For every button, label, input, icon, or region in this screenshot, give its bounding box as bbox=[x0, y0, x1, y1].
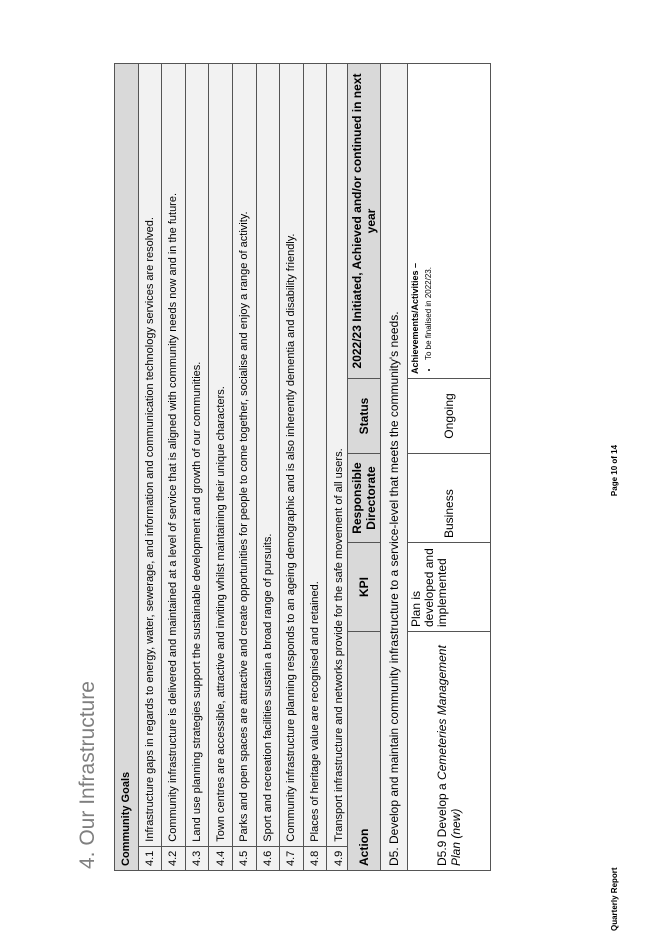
goal-text: Places of heritage value are recognised and retained. bbox=[303, 64, 327, 847]
goal-text: Community infrastructure is delivered and maintained at a level of service that is aligned with community needs now and in the future. bbox=[162, 64, 186, 847]
actions-header-row bbox=[348, 64, 381, 871]
goal-text: Parks and open spaces are attractive and create opportunities for people to come together, socialise and enjoy a range of activity. bbox=[232, 64, 256, 847]
achievement-item: • To be finalised in 2022/23. bbox=[424, 68, 433, 360]
action-cell bbox=[408, 632, 491, 871]
goal-text: Community infrastructure planning responds to an ageing demographic and is also inherently dementia and disability friendly. bbox=[280, 64, 304, 847]
achievements-title: Achievements/Activities – bbox=[410, 262, 420, 374]
goal-number: 4.3 bbox=[185, 846, 209, 870]
goal-number: 4.2 bbox=[162, 846, 186, 870]
responsible-cell: Business bbox=[408, 454, 491, 543]
goal-row bbox=[185, 64, 209, 871]
goal-text: Land use planning strategies support the sustainable development and growth of our communities. bbox=[185, 64, 209, 847]
section-row bbox=[381, 64, 408, 871]
page-heading: 4. Our Infrastructure bbox=[76, 681, 99, 869]
goal-row bbox=[303, 64, 327, 871]
goal-text: Transport infrastructure and networks provide for the safe movement of all users. bbox=[327, 64, 351, 847]
achievements-cell bbox=[408, 64, 491, 379]
goal-number: 4.7 bbox=[280, 846, 304, 870]
header-status: Status bbox=[348, 379, 381, 454]
achievements-list bbox=[424, 68, 433, 374]
goal-row bbox=[162, 64, 186, 871]
goal-text: Sport and recreation facilities sustain a broad range of pursuits. bbox=[256, 64, 280, 847]
goal-number: 4.6 bbox=[256, 846, 280, 870]
footer-report-name: Quarterly Report bbox=[610, 867, 619, 931]
goals-header-row bbox=[115, 64, 139, 871]
goal-number: 4.9 bbox=[327, 846, 351, 870]
goal-row bbox=[232, 64, 256, 871]
header-kpi: KPI bbox=[348, 543, 381, 632]
table-row bbox=[408, 64, 491, 871]
goal-row bbox=[138, 64, 162, 871]
goal-number: 4.4 bbox=[209, 846, 233, 870]
header-achievements: 2022/23 Initiated, Achieved and/or continued in next year bbox=[348, 64, 381, 379]
goals-header: Community Goals bbox=[115, 64, 139, 871]
goal-row bbox=[209, 64, 233, 871]
action-plan-name: Cemeteries Management Plan (new) bbox=[435, 645, 463, 866]
footer-page-number: Page 10 of 14 bbox=[610, 444, 619, 497]
goal-row bbox=[256, 64, 280, 871]
goal-number: 4.8 bbox=[303, 846, 327, 870]
goal-text: Town centres are accessible, attractive and inviting whilst maintaining their unique characters. bbox=[209, 64, 233, 847]
status-cell: Ongoing bbox=[408, 379, 491, 454]
goal-row bbox=[280, 64, 304, 871]
header-responsible-directorate: Responsible Directorate bbox=[348, 454, 381, 543]
actions-table bbox=[347, 63, 491, 871]
goal-number: 4.5 bbox=[232, 846, 256, 870]
kpi-cell: Plan is developed and implemented bbox=[408, 543, 491, 632]
goal-text: Infrastructure gaps in regards to energy, water, sewerage, and information and communication technology services are resolved. bbox=[138, 64, 162, 847]
header-action: Action bbox=[348, 632, 381, 871]
community-goals-table bbox=[114, 63, 351, 871]
goal-number: 4.1 bbox=[138, 846, 162, 870]
section-title: D5. Develop and maintain community infrastructure to a service-level that meets the community's needs. bbox=[381, 64, 408, 871]
action-text: D5.9 Develop a bbox=[435, 779, 449, 866]
